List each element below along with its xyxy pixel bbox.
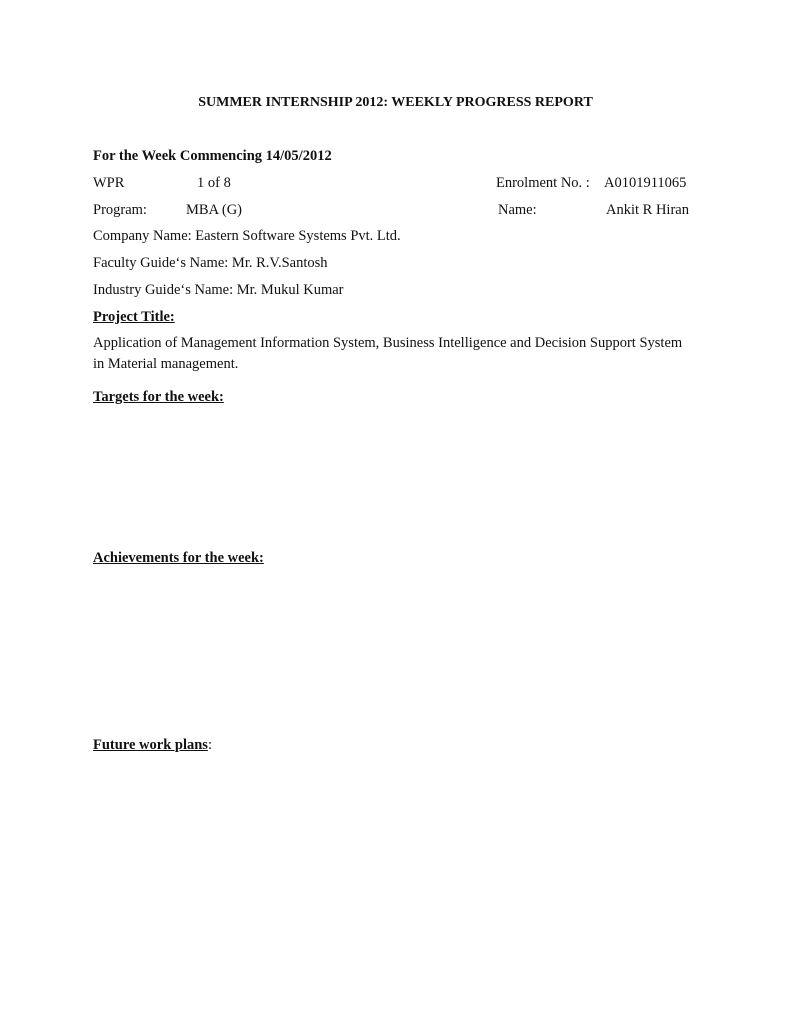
week-commencing-line: For the Week Commencing 14/05/2012 [93,148,332,164]
project-title-text: Application of Management Information System, Business Intelligence and Decision Support System in Material management. [93,335,683,372]
project-title-heading: Project Title: [93,309,175,325]
future-work-heading [93,736,212,754]
enrolment-value: A0101911065 [604,175,687,191]
faculty-guide-line: Faculty Guide‘s Name: Mr. R.V.Santosh [93,255,328,271]
company-name-line: Company Name: Eastern Software Systems Pvt. Ltd. [93,228,401,244]
wpr-value: 1 of 8 [197,175,231,191]
program-value: MBA (G) [186,202,242,218]
industry-guide-line: Industry Guide‘s Name: Mr. Mukul Kumar [93,282,344,298]
achievements-heading: Achievements for the week: [93,550,264,566]
name-label: Name: [498,202,537,218]
future-work-colon: : [207,737,212,753]
targets-heading: Targets for the week: [93,389,224,405]
wpr-label: WPR [93,175,125,191]
program-label: Program: [93,202,147,218]
enrolment-label: Enrolment No. : [496,175,590,191]
report-title: SUMMER INTERNSHIP 2012: WEEKLY PROGRESS REPORT [198,95,593,110]
name-value: Ankit R Hiran [606,202,689,218]
future-work-label: Future work plans [93,737,208,753]
